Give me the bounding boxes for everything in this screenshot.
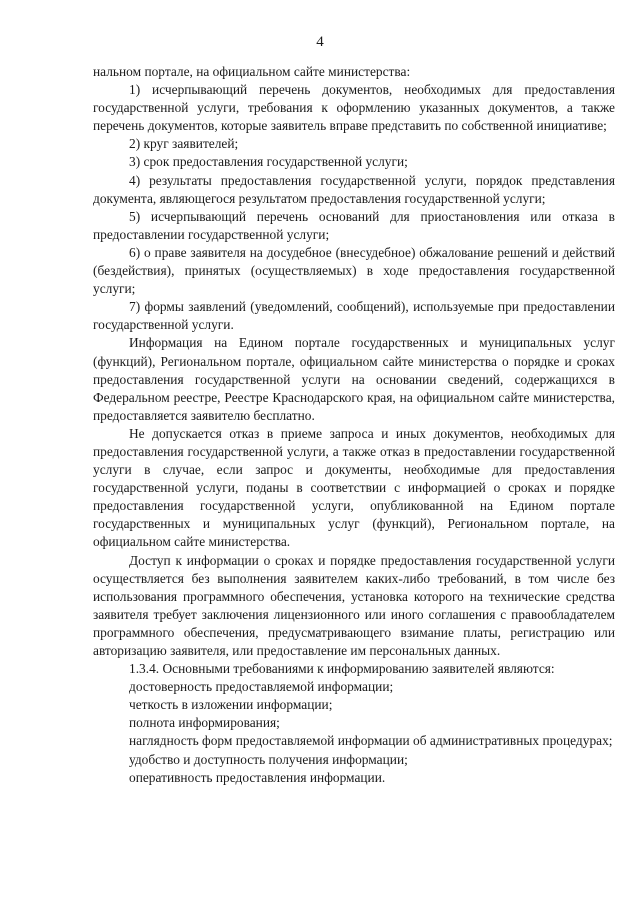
list-item: 2) круг заявителей; xyxy=(129,136,239,152)
list-item: 5) исчерпывающий перечень оснований для приостановления или отказа в предоставлении государственной услуги; xyxy=(93,208,615,242)
list-item: 4) результаты предоставления государственной услуги, порядок представления документа, являющегося результатом предоставления государственной услуги; xyxy=(93,172,615,206)
list-item: достоверность предоставляемой информации; xyxy=(129,679,394,695)
list-item: 7) формы заявлений (уведомлений, сообщений), используемые при предоставлении государственной услуги. xyxy=(93,299,615,333)
list-item: удобство и доступность получения информации; xyxy=(129,751,408,767)
section-heading: 1.3.4. Основными требованиями к информированию заявителей являются: xyxy=(129,661,555,677)
paragraph: нальном портале, на официальном сайте министерства: xyxy=(93,64,411,79)
list-item: полнота информирования; xyxy=(129,715,280,731)
paragraph: Информация на Едином портале государственных и муниципальных услуг (функций), Региональном портале, официальном сайте министерства о порядке и сроках предоставления государственной услуги на основании сведений, содержащихся в Федеральном реестре, Реестре Краснодарского края, на официальном сайте министерства, предоставляется заявителю бесплатно. xyxy=(93,335,615,423)
list-item: четкость в изложении информации; xyxy=(129,697,333,713)
paragraph: Не допускается отказ в приеме запроса и иных документов, необходимых для предоставления государственной услуги, а также отказ в предоставлении государственной услуги в случае, если запрос и документы, необходимые для предоставления государственной услуги, поданы в соответствии с информацией о сроках и порядке предоставления государственной услуги, опубликованной на Едином портале государственных и муниципальных услуг (функций), Региональном портале, на официальном сайте министерства. xyxy=(93,425,615,550)
list-item: 1) исчерпывающий перечень документов, необходимых для предоставления государственной услуги, требования к оформлению указанных документов, а также перечень документов, которые заявитель вправе представить по собственной инициативе; xyxy=(93,82,615,134)
page-number: 4 xyxy=(316,34,324,50)
document-body xyxy=(93,63,615,787)
paragraph: Доступ к информации о сроках и порядке предоставления государственной услуги осуществляется без выполнения заявителем каких-либо требований, в том числе без использования программного обеспечения, установка которого на технические средства заявителя требует заключения лицензионного или иного соглашения с правообладателем программного обеспечения, предусматривающего взимание платы, регистрацию или авторизацию заявителя, или предоставление им персональных данных. xyxy=(93,552,615,658)
list-item: наглядность форм предоставляемой информации об административных процедурах; xyxy=(129,733,613,749)
list-item: 3) срок предоставления государственной услуги; xyxy=(129,154,408,170)
list-item: оперативность предоставления информации. xyxy=(129,769,386,785)
list-item: 6) о праве заявителя на досудебное (внесудебное) обжалование решений и действий (бездействия), принятых (осуществляемых) в ходе предоставления государственной услуги; xyxy=(93,244,615,297)
